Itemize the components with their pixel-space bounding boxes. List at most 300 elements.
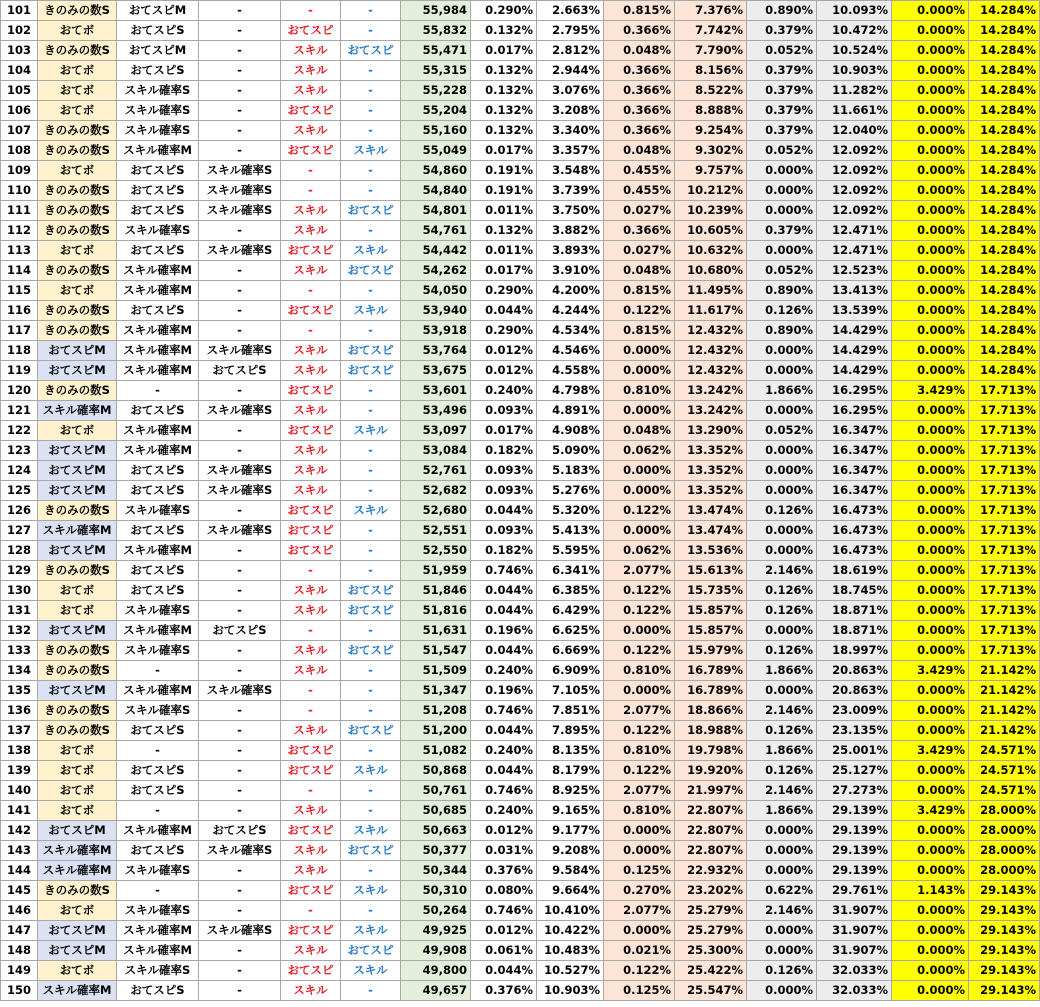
sub-skill-2-cell: - bbox=[199, 581, 281, 601]
sub-skill-2-cell: - bbox=[199, 301, 281, 321]
table-row bbox=[1, 681, 1040, 701]
cumulative-probability-d-cell: 17.713% bbox=[969, 621, 1040, 641]
sub-skill-1-cell: スキル確率S bbox=[117, 601, 199, 621]
condition-2-cell: - bbox=[341, 561, 401, 581]
probability-cell: 0.196% bbox=[471, 621, 537, 641]
probability-cell: 0.182% bbox=[471, 441, 537, 461]
table-row bbox=[1, 601, 1040, 621]
cumulative-probability-d-cell: 29.143% bbox=[969, 901, 1040, 921]
condition-2-cell: おてスピ bbox=[341, 941, 401, 961]
probability-d-cell: 0.000% bbox=[892, 81, 969, 101]
probability-b-cell: 0.122% bbox=[604, 301, 675, 321]
condition-2-cell: - bbox=[341, 741, 401, 761]
main-skill-cell: おてボ bbox=[38, 961, 117, 981]
score-cell: 55,228 bbox=[401, 81, 471, 101]
sub-skill-2-cell: - bbox=[199, 421, 281, 441]
main-skill-cell: おてボ bbox=[38, 741, 117, 761]
probability-c-cell: 0.000% bbox=[747, 681, 817, 701]
cumulative-probability-cell: 7.851% bbox=[537, 701, 604, 721]
condition-1-cell: スキル bbox=[281, 361, 341, 381]
main-skill-cell: きのみの数S bbox=[38, 201, 117, 221]
score-cell: 51,547 bbox=[401, 641, 471, 661]
condition-1-cell: - bbox=[281, 781, 341, 801]
cumulative-probability-cell: 10.410% bbox=[537, 901, 604, 921]
condition-2-cell: スキル bbox=[341, 821, 401, 841]
probability-b-cell: 0.815% bbox=[604, 321, 675, 341]
condition-1-cell: スキル bbox=[281, 841, 341, 861]
main-skill-cell: きのみの数S bbox=[38, 301, 117, 321]
probability-b-cell: 0.027% bbox=[604, 201, 675, 221]
probability-d-cell: 0.000% bbox=[892, 561, 969, 581]
table-row bbox=[1, 361, 1040, 381]
cumulative-probability-d-cell: 14.284% bbox=[969, 181, 1040, 201]
main-skill-cell: スキル確率M bbox=[38, 861, 117, 881]
score-cell: 49,800 bbox=[401, 961, 471, 981]
condition-2-cell: - bbox=[341, 401, 401, 421]
sub-skill-1-cell: おてスピS bbox=[117, 21, 199, 41]
rank-cell: 116 bbox=[1, 301, 38, 321]
cumulative-probability-c-cell: 12.040% bbox=[817, 121, 892, 141]
sub-skill-2-cell: - bbox=[199, 861, 281, 881]
condition-1-cell: おてスピ bbox=[281, 741, 341, 761]
table-row bbox=[1, 541, 1040, 561]
sub-skill-1-cell: スキル確率S bbox=[117, 641, 199, 661]
probability-cell: 0.196% bbox=[471, 681, 537, 701]
cumulative-probability-b-cell: 13.352% bbox=[675, 461, 747, 481]
cumulative-probability-c-cell: 10.472% bbox=[817, 21, 892, 41]
main-skill-cell: おてボ bbox=[38, 581, 117, 601]
probability-cell: 0.044% bbox=[471, 761, 537, 781]
rank-cell: 123 bbox=[1, 441, 38, 461]
score-cell: 54,840 bbox=[401, 181, 471, 201]
score-cell: 51,816 bbox=[401, 601, 471, 621]
cumulative-probability-b-cell: 18.988% bbox=[675, 721, 747, 741]
probability-b-cell: 2.077% bbox=[604, 701, 675, 721]
main-skill-cell: おてスピM bbox=[38, 361, 117, 381]
probability-c-cell: 0.379% bbox=[747, 101, 817, 121]
probability-d-cell: 0.000% bbox=[892, 461, 969, 481]
probability-d-cell: 0.000% bbox=[892, 401, 969, 421]
cumulative-probability-b-cell: 10.605% bbox=[675, 221, 747, 241]
cumulative-probability-d-cell: 17.713% bbox=[969, 481, 1040, 501]
probability-cell: 0.044% bbox=[471, 601, 537, 621]
main-skill-cell: おてスピM bbox=[38, 461, 117, 481]
sub-skill-1-cell: スキル確率S bbox=[117, 221, 199, 241]
condition-2-cell: - bbox=[341, 101, 401, 121]
cumulative-probability-cell: 10.422% bbox=[537, 921, 604, 941]
probability-b-cell: 0.000% bbox=[604, 401, 675, 421]
probability-b-cell: 0.000% bbox=[604, 341, 675, 361]
table-row bbox=[1, 781, 1040, 801]
probability-d-cell: 0.000% bbox=[892, 721, 969, 741]
rank-cell: 115 bbox=[1, 281, 38, 301]
cumulative-probability-c-cell: 31.907% bbox=[817, 941, 892, 961]
probability-d-cell: 3.429% bbox=[892, 741, 969, 761]
probability-d-cell: 0.000% bbox=[892, 541, 969, 561]
rank-cell: 118 bbox=[1, 341, 38, 361]
probability-c-cell: 0.000% bbox=[747, 981, 817, 1001]
cumulative-probability-c-cell: 29.139% bbox=[817, 861, 892, 881]
score-cell: 51,208 bbox=[401, 701, 471, 721]
table-row bbox=[1, 741, 1040, 761]
cumulative-probability-b-cell: 15.735% bbox=[675, 581, 747, 601]
cumulative-probability-cell: 3.910% bbox=[537, 261, 604, 281]
probability-c-cell: 0.379% bbox=[747, 61, 817, 81]
score-cell: 54,262 bbox=[401, 261, 471, 281]
probability-c-cell: 0.126% bbox=[747, 581, 817, 601]
probability-cell: 0.044% bbox=[471, 301, 537, 321]
sub-skill-1-cell: おてスピS bbox=[117, 581, 199, 601]
condition-1-cell: スキル bbox=[281, 601, 341, 621]
sub-skill-2-cell: - bbox=[199, 661, 281, 681]
sub-skill-1-cell: スキル確率M bbox=[117, 421, 199, 441]
probability-c-cell: 0.379% bbox=[747, 121, 817, 141]
probability-b-cell: 2.077% bbox=[604, 561, 675, 581]
cumulative-probability-cell: 6.909% bbox=[537, 661, 604, 681]
main-skill-cell: おてスピM bbox=[38, 341, 117, 361]
probability-c-cell: 0.126% bbox=[747, 601, 817, 621]
rank-cell: 132 bbox=[1, 621, 38, 641]
condition-2-cell: おてスピ bbox=[341, 201, 401, 221]
probability-cell: 0.011% bbox=[471, 241, 537, 261]
probability-b-cell: 0.366% bbox=[604, 121, 675, 141]
cumulative-probability-b-cell: 7.742% bbox=[675, 21, 747, 41]
probability-cell: 0.132% bbox=[471, 61, 537, 81]
rank-cell: 140 bbox=[1, 781, 38, 801]
probability-b-cell: 0.000% bbox=[604, 621, 675, 641]
rank-cell: 131 bbox=[1, 601, 38, 621]
main-skill-cell: おてスピM bbox=[38, 941, 117, 961]
probability-b-cell: 0.122% bbox=[604, 601, 675, 621]
cumulative-probability-b-cell: 23.202% bbox=[675, 881, 747, 901]
cumulative-probability-c-cell: 16.473% bbox=[817, 521, 892, 541]
cumulative-probability-d-cell: 21.142% bbox=[969, 701, 1040, 721]
cumulative-probability-d-cell: 14.284% bbox=[969, 361, 1040, 381]
main-skill-cell: きのみの数S bbox=[38, 881, 117, 901]
table-row bbox=[1, 181, 1040, 201]
cumulative-probability-c-cell: 16.473% bbox=[817, 501, 892, 521]
probability-c-cell: 0.000% bbox=[747, 401, 817, 421]
cumulative-probability-d-cell: 29.143% bbox=[969, 981, 1040, 1001]
condition-1-cell: - bbox=[281, 681, 341, 701]
cumulative-probability-d-cell: 17.713% bbox=[969, 561, 1040, 581]
table-row bbox=[1, 341, 1040, 361]
condition-1-cell: おてスピ bbox=[281, 501, 341, 521]
score-cell: 50,663 bbox=[401, 821, 471, 841]
condition-2-cell: - bbox=[341, 321, 401, 341]
condition-1-cell: - bbox=[281, 701, 341, 721]
cumulative-probability-b-cell: 15.979% bbox=[675, 641, 747, 661]
rank-cell: 104 bbox=[1, 61, 38, 81]
main-skill-cell: スキル確率M bbox=[38, 841, 117, 861]
cumulative-probability-b-cell: 10.212% bbox=[675, 181, 747, 201]
score-cell: 52,550 bbox=[401, 541, 471, 561]
cumulative-probability-cell: 4.534% bbox=[537, 321, 604, 341]
sub-skill-1-cell: スキル確率S bbox=[117, 101, 199, 121]
rank-cell: 146 bbox=[1, 901, 38, 921]
cumulative-probability-d-cell: 14.284% bbox=[969, 41, 1040, 61]
cumulative-probability-c-cell: 32.033% bbox=[817, 981, 892, 1001]
cumulative-probability-b-cell: 13.242% bbox=[675, 381, 747, 401]
probability-cell: 0.044% bbox=[471, 641, 537, 661]
cumulative-probability-cell: 4.200% bbox=[537, 281, 604, 301]
sub-skill-1-cell: おてスピM bbox=[117, 41, 199, 61]
sub-skill-2-cell: スキル確率S bbox=[199, 161, 281, 181]
condition-1-cell: - bbox=[281, 161, 341, 181]
cumulative-probability-d-cell: 14.284% bbox=[969, 81, 1040, 101]
probability-c-cell: 0.000% bbox=[747, 361, 817, 381]
main-skill-cell: きのみの数S bbox=[38, 501, 117, 521]
table-row bbox=[1, 661, 1040, 681]
rank-cell: 120 bbox=[1, 381, 38, 401]
probability-c-cell: 0.000% bbox=[747, 841, 817, 861]
cumulative-probability-cell: 3.739% bbox=[537, 181, 604, 201]
table-row bbox=[1, 421, 1040, 441]
rank-cell: 107 bbox=[1, 121, 38, 141]
probability-d-cell: 0.000% bbox=[892, 761, 969, 781]
sub-skill-2-cell: - bbox=[199, 741, 281, 761]
probability-d-cell: 0.000% bbox=[892, 361, 969, 381]
score-cell: 50,310 bbox=[401, 881, 471, 901]
probability-cell: 0.031% bbox=[471, 841, 537, 861]
probability-d-cell: 0.000% bbox=[892, 601, 969, 621]
sub-skill-2-cell: - bbox=[199, 121, 281, 141]
cumulative-probability-c-cell: 25.127% bbox=[817, 761, 892, 781]
cumulative-probability-d-cell: 17.713% bbox=[969, 501, 1040, 521]
cumulative-probability-b-cell: 8.522% bbox=[675, 81, 747, 101]
cumulative-probability-cell: 7.895% bbox=[537, 721, 604, 741]
cumulative-probability-cell: 5.183% bbox=[537, 461, 604, 481]
probability-cell: 0.240% bbox=[471, 381, 537, 401]
sub-skill-2-cell: - bbox=[199, 61, 281, 81]
cumulative-probability-c-cell: 16.473% bbox=[817, 541, 892, 561]
cumulative-probability-b-cell: 12.432% bbox=[675, 341, 747, 361]
cumulative-probability-b-cell: 22.932% bbox=[675, 861, 747, 881]
probability-cell: 0.746% bbox=[471, 901, 537, 921]
rank-cell: 112 bbox=[1, 221, 38, 241]
score-cell: 53,675 bbox=[401, 361, 471, 381]
condition-1-cell: スキル bbox=[281, 221, 341, 241]
sub-skill-1-cell: おてスピS bbox=[117, 721, 199, 741]
probability-d-cell: 0.000% bbox=[892, 641, 969, 661]
condition-1-cell: スキル bbox=[281, 801, 341, 821]
condition-2-cell: おてスピ bbox=[341, 341, 401, 361]
probability-cell: 0.011% bbox=[471, 201, 537, 221]
sub-skill-1-cell: おてスピS bbox=[117, 181, 199, 201]
cumulative-probability-c-cell: 12.092% bbox=[817, 141, 892, 161]
probability-b-cell: 0.366% bbox=[604, 81, 675, 101]
cumulative-probability-d-cell: 14.284% bbox=[969, 61, 1040, 81]
cumulative-probability-b-cell: 9.302% bbox=[675, 141, 747, 161]
table-row bbox=[1, 761, 1040, 781]
probability-cell: 0.132% bbox=[471, 121, 537, 141]
sub-skill-1-cell: おてスピS bbox=[117, 241, 199, 261]
sub-skill-1-cell: おてスピS bbox=[117, 161, 199, 181]
condition-2-cell: - bbox=[341, 481, 401, 501]
sub-skill-2-cell: - bbox=[199, 641, 281, 661]
score-cell: 51,846 bbox=[401, 581, 471, 601]
cumulative-probability-c-cell: 11.661% bbox=[817, 101, 892, 121]
probability-cell: 0.746% bbox=[471, 781, 537, 801]
probability-b-cell: 0.810% bbox=[604, 381, 675, 401]
condition-1-cell: おてスピ bbox=[281, 881, 341, 901]
main-skill-cell: スキル確率M bbox=[38, 521, 117, 541]
probability-c-cell: 0.000% bbox=[747, 821, 817, 841]
cumulative-probability-d-cell: 14.284% bbox=[969, 341, 1040, 361]
cumulative-probability-c-cell: 12.092% bbox=[817, 181, 892, 201]
sub-skill-1-cell: おてスピS bbox=[117, 521, 199, 541]
probability-d-cell: 0.000% bbox=[892, 821, 969, 841]
probability-cell: 0.017% bbox=[471, 261, 537, 281]
cumulative-probability-d-cell: 29.143% bbox=[969, 921, 1040, 941]
cumulative-probability-c-cell: 14.429% bbox=[817, 361, 892, 381]
main-skill-cell: おてスピM bbox=[38, 921, 117, 941]
condition-2-cell: - bbox=[341, 121, 401, 141]
probability-b-cell: 0.027% bbox=[604, 241, 675, 261]
sub-skill-1-cell: スキル確率S bbox=[117, 901, 199, 921]
probability-cell: 0.240% bbox=[471, 801, 537, 821]
probability-d-cell: 0.000% bbox=[892, 121, 969, 141]
probability-cell: 0.191% bbox=[471, 181, 537, 201]
cumulative-probability-c-cell: 10.903% bbox=[817, 61, 892, 81]
probability-c-cell: 0.890% bbox=[747, 281, 817, 301]
sub-skill-2-cell: スキル確率S bbox=[199, 921, 281, 941]
score-cell: 50,685 bbox=[401, 801, 471, 821]
sub-skill-2-cell: - bbox=[199, 441, 281, 461]
cumulative-probability-cell: 9.584% bbox=[537, 861, 604, 881]
cumulative-probability-cell: 8.179% bbox=[537, 761, 604, 781]
table-row bbox=[1, 301, 1040, 321]
table-row bbox=[1, 521, 1040, 541]
probability-d-cell: 0.000% bbox=[892, 261, 969, 281]
main-skill-cell: きのみの数S bbox=[38, 641, 117, 661]
sub-skill-2-cell: - bbox=[199, 321, 281, 341]
score-cell: 55,315 bbox=[401, 61, 471, 81]
cumulative-probability-b-cell: 16.789% bbox=[675, 681, 747, 701]
cumulative-probability-b-cell: 9.757% bbox=[675, 161, 747, 181]
sub-skill-2-cell: - bbox=[199, 801, 281, 821]
sub-skill-2-cell: - bbox=[199, 141, 281, 161]
rank-cell: 135 bbox=[1, 681, 38, 701]
sub-skill-1-cell: スキル確率S bbox=[117, 961, 199, 981]
probability-c-cell: 0.379% bbox=[747, 81, 817, 101]
main-skill-cell: おてスピM bbox=[38, 621, 117, 641]
rank-cell: 137 bbox=[1, 721, 38, 741]
cumulative-probability-cell: 6.429% bbox=[537, 601, 604, 621]
probability-d-cell: 0.000% bbox=[892, 941, 969, 961]
condition-2-cell: - bbox=[341, 801, 401, 821]
probability-d-cell: 3.429% bbox=[892, 661, 969, 681]
cumulative-probability-c-cell: 12.092% bbox=[817, 161, 892, 181]
rank-cell: 124 bbox=[1, 461, 38, 481]
probability-c-cell: 0.890% bbox=[747, 321, 817, 341]
probability-d-cell: 3.429% bbox=[892, 801, 969, 821]
cumulative-probability-c-cell: 16.295% bbox=[817, 401, 892, 421]
main-skill-cell: きのみの数S bbox=[38, 1, 117, 21]
cumulative-probability-d-cell: 14.284% bbox=[969, 1, 1040, 21]
rank-cell: 110 bbox=[1, 181, 38, 201]
cumulative-probability-b-cell: 9.254% bbox=[675, 121, 747, 141]
cumulative-probability-d-cell: 28.000% bbox=[969, 801, 1040, 821]
condition-1-cell: スキル bbox=[281, 721, 341, 741]
rank-cell: 142 bbox=[1, 821, 38, 841]
sub-skill-1-cell: - bbox=[117, 801, 199, 821]
cumulative-probability-b-cell: 22.807% bbox=[675, 841, 747, 861]
condition-1-cell: - bbox=[281, 1, 341, 21]
sub-skill-2-cell: - bbox=[199, 101, 281, 121]
cumulative-probability-c-cell: 12.471% bbox=[817, 241, 892, 261]
condition-1-cell: おてスピ bbox=[281, 241, 341, 261]
probability-c-cell: 1.866% bbox=[747, 741, 817, 761]
probability-d-cell: 0.000% bbox=[892, 161, 969, 181]
cumulative-probability-d-cell: 17.713% bbox=[969, 641, 1040, 661]
condition-2-cell: - bbox=[341, 661, 401, 681]
score-cell: 52,551 bbox=[401, 521, 471, 541]
sub-skill-2-cell: スキル確率S bbox=[199, 341, 281, 361]
cumulative-probability-cell: 4.558% bbox=[537, 361, 604, 381]
condition-1-cell: おてスピ bbox=[281, 521, 341, 541]
cumulative-probability-d-cell: 29.143% bbox=[969, 881, 1040, 901]
condition-1-cell: おてスピ bbox=[281, 141, 341, 161]
ranking-table-body bbox=[1, 1, 1040, 1001]
probability-d-cell: 0.000% bbox=[892, 101, 969, 121]
sub-skill-1-cell: スキル確率M bbox=[117, 321, 199, 341]
condition-1-cell: スキル bbox=[281, 121, 341, 141]
cumulative-probability-c-cell: 13.413% bbox=[817, 281, 892, 301]
probability-b-cell: 0.021% bbox=[604, 941, 675, 961]
condition-2-cell: スキル bbox=[341, 501, 401, 521]
cumulative-probability-d-cell: 17.713% bbox=[969, 461, 1040, 481]
condition-2-cell: - bbox=[341, 681, 401, 701]
probability-cell: 0.044% bbox=[471, 501, 537, 521]
sub-skill-1-cell: スキル確率M bbox=[117, 941, 199, 961]
probability-cell: 0.044% bbox=[471, 721, 537, 741]
main-skill-cell: きのみの数S bbox=[38, 661, 117, 681]
condition-1-cell: - bbox=[281, 621, 341, 641]
cumulative-probability-c-cell: 18.871% bbox=[817, 621, 892, 641]
cumulative-probability-b-cell: 22.807% bbox=[675, 821, 747, 841]
main-skill-cell: おてボ bbox=[38, 81, 117, 101]
probability-c-cell: 0.000% bbox=[747, 521, 817, 541]
cumulative-probability-d-cell: 14.284% bbox=[969, 121, 1040, 141]
condition-2-cell: - bbox=[341, 381, 401, 401]
probability-d-cell: 0.000% bbox=[892, 521, 969, 541]
table-row bbox=[1, 1, 1040, 21]
score-cell: 54,860 bbox=[401, 161, 471, 181]
main-skill-cell: おてスピM bbox=[38, 821, 117, 841]
cumulative-probability-cell: 5.595% bbox=[537, 541, 604, 561]
cumulative-probability-d-cell: 17.713% bbox=[969, 541, 1040, 561]
table-row bbox=[1, 321, 1040, 341]
probability-d-cell: 0.000% bbox=[892, 1, 969, 21]
cumulative-probability-b-cell: 7.376% bbox=[675, 1, 747, 21]
probability-d-cell: 0.000% bbox=[892, 61, 969, 81]
condition-2-cell: - bbox=[341, 221, 401, 241]
main-skill-cell: きのみの数S bbox=[38, 321, 117, 341]
cumulative-probability-cell: 10.527% bbox=[537, 961, 604, 981]
main-skill-cell: おてボ bbox=[38, 61, 117, 81]
score-cell: 54,761 bbox=[401, 221, 471, 241]
main-skill-cell: おてボ bbox=[38, 781, 117, 801]
condition-1-cell: スキル bbox=[281, 261, 341, 281]
cumulative-probability-c-cell: 20.863% bbox=[817, 681, 892, 701]
main-skill-cell: きのみの数S bbox=[38, 221, 117, 241]
cumulative-probability-cell: 4.798% bbox=[537, 381, 604, 401]
table-row bbox=[1, 501, 1040, 521]
probability-cell: 0.290% bbox=[471, 321, 537, 341]
cumulative-probability-d-cell: 24.571% bbox=[969, 741, 1040, 761]
condition-2-cell: - bbox=[341, 521, 401, 541]
